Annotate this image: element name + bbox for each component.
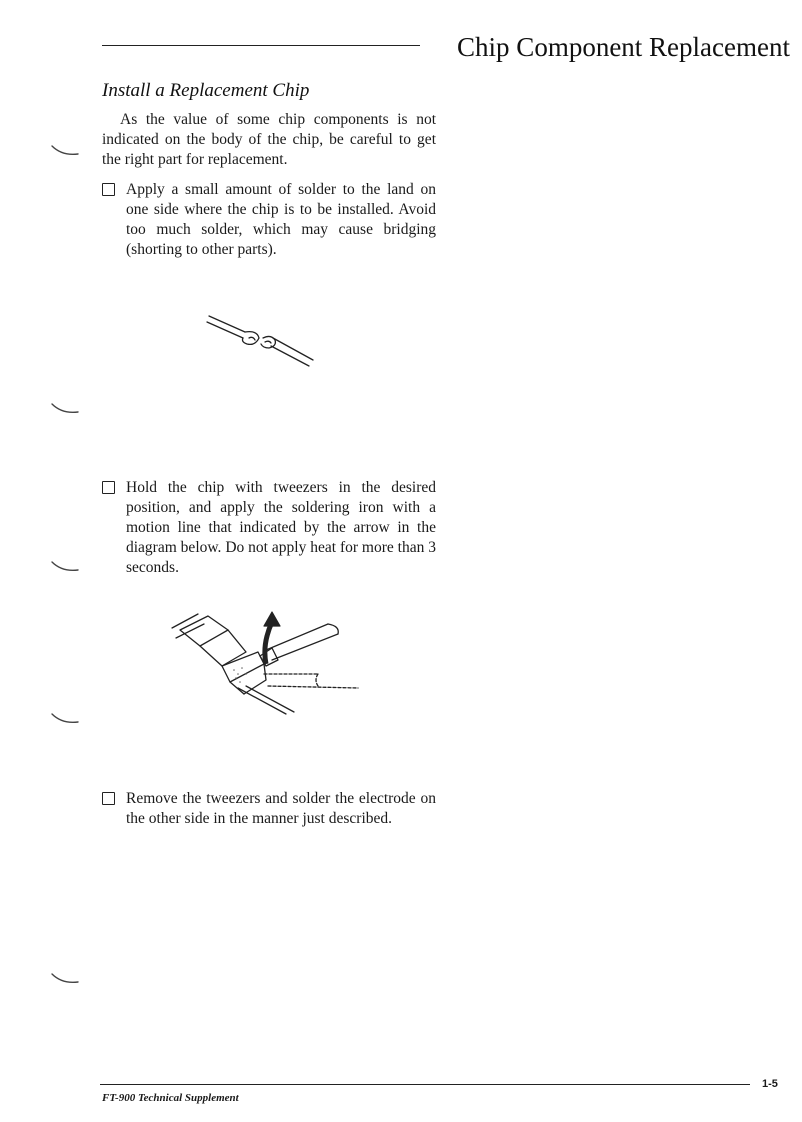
intro-paragraph: As the value of some chip components is not indicated on the body of the chip, be careful to get the right part for replacement. (102, 111, 436, 168)
footer-document-title: FT-900 Technical Supplement (102, 1092, 239, 1104)
step-text: Remove the tweezers and solder the electrode on the other side in the manner just described. (126, 790, 436, 827)
checkbox-icon (102, 792, 115, 805)
solder-land-illustration (205, 308, 317, 374)
step-text: Hold the chip with tweezers in the desired position, and apply the soldering iron with a motion line that indicated by the arrow in the diagram below. Do not apply heat for more than 3 seconds. (126, 479, 436, 576)
step-item (102, 180, 436, 260)
section-heading: Install a Replacement Chip (102, 80, 310, 101)
step-item (102, 478, 436, 578)
binder-hole-mark (50, 560, 80, 574)
step-item (102, 789, 436, 829)
page-title: Chip Component Replacement (457, 32, 790, 62)
binder-hole-mark (50, 972, 80, 986)
binder-hole-mark (50, 402, 80, 416)
header-rule (102, 45, 420, 46)
soldering-iron-illustration (168, 604, 364, 720)
footer-rule (100, 1084, 750, 1085)
binder-hole-mark (50, 144, 80, 158)
step-text: Apply a small amount of solder to the land on one side where the chip is to be installed. Avoid too much solder, which may cause bridging (shorting to other parts). (126, 181, 436, 258)
checkbox-icon (102, 481, 115, 494)
page-number: 1-5 (762, 1078, 778, 1090)
checkbox-icon (102, 183, 115, 196)
binder-hole-mark (50, 712, 80, 726)
